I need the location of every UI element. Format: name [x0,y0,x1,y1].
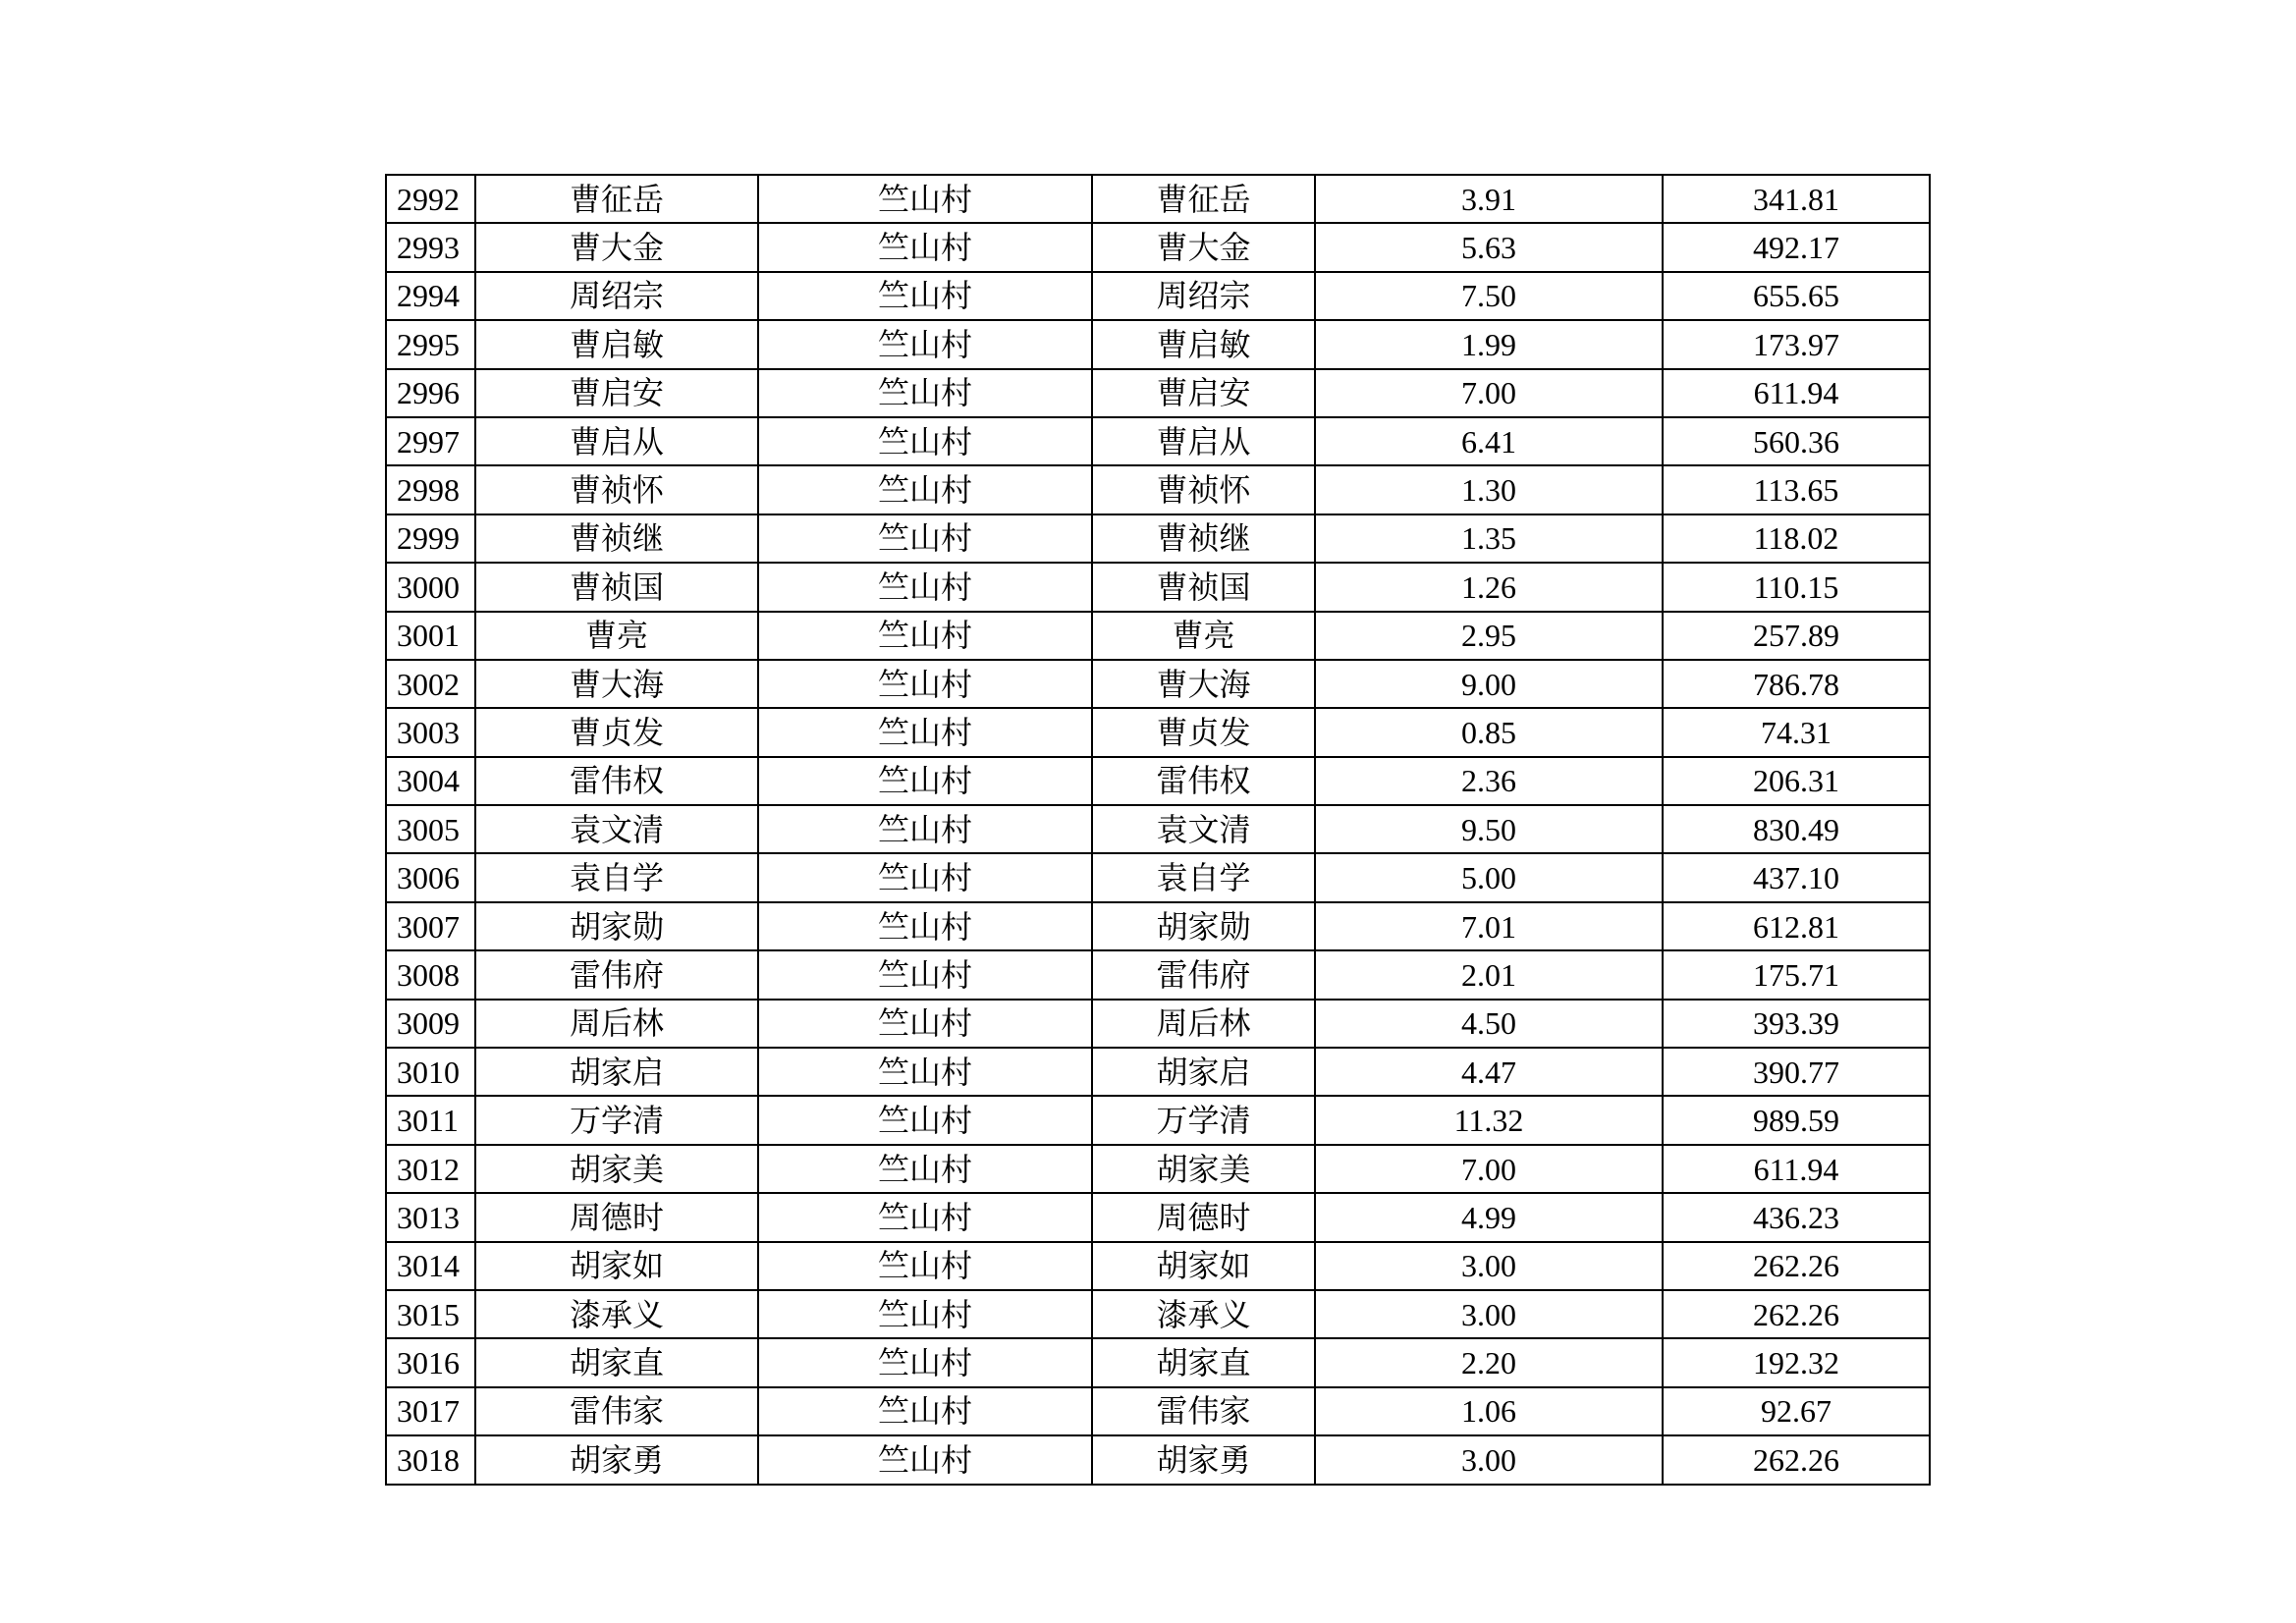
name-cell: 周德时 [475,1193,758,1241]
amount-cell: 989.59 [1663,1096,1930,1144]
table-row [386,1048,1930,1096]
name-cell: 曹大海 [475,660,758,708]
table-row [386,950,1930,999]
row-number-cell: 3003 [386,708,475,756]
table-row [386,757,1930,805]
row-number-cell: 3017 [386,1387,475,1435]
holder-name-cell: 雷伟府 [1092,950,1315,999]
holder-name-cell: 曹祯怀 [1092,465,1315,514]
name-cell: 曹启从 [475,417,758,465]
village-cell: 竺山村 [758,320,1092,368]
village-cell: 竺山村 [758,612,1092,660]
row-number-cell: 2998 [386,465,475,514]
name-cell: 雷伟府 [475,950,758,999]
village-cell: 竺山村 [758,1048,1092,1096]
name-cell: 曹大金 [475,223,758,271]
village-cell: 竺山村 [758,660,1092,708]
name-cell: 胡家直 [475,1338,758,1386]
village-cell: 竺山村 [758,369,1092,417]
holder-name-cell: 胡家美 [1092,1145,1315,1193]
holder-name-cell: 袁文清 [1092,805,1315,853]
holder-name-cell: 胡家启 [1092,1048,1315,1096]
area-cell: 1.35 [1315,514,1663,563]
row-number-cell: 3000 [386,563,475,611]
name-cell: 漆承义 [475,1290,758,1338]
table-row [386,272,1930,320]
area-cell: 7.01 [1315,902,1663,950]
row-number-cell: 3015 [386,1290,475,1338]
table-row [386,1193,1930,1241]
name-cell: 胡家美 [475,1145,758,1193]
name-cell: 周绍宗 [475,272,758,320]
holder-name-cell: 胡家勇 [1092,1435,1315,1484]
name-cell: 曹祯继 [475,514,758,563]
area-cell: 2.36 [1315,757,1663,805]
holder-name-cell: 漆承义 [1092,1290,1315,1338]
amount-cell: 110.15 [1663,563,1930,611]
row-number-cell: 2995 [386,320,475,368]
holder-name-cell: 曹启安 [1092,369,1315,417]
table-row [386,175,1930,223]
village-cell: 竺山村 [758,902,1092,950]
table-row [386,660,1930,708]
row-number-cell: 3010 [386,1048,475,1096]
name-cell: 曹启安 [475,369,758,417]
holder-name-cell: 曹大海 [1092,660,1315,708]
amount-cell: 175.71 [1663,950,1930,999]
amount-cell: 437.10 [1663,853,1930,901]
village-cell: 竺山村 [758,1193,1092,1241]
amount-cell: 560.36 [1663,417,1930,465]
row-number-cell: 2992 [386,175,475,223]
holder-name-cell: 曹启敏 [1092,320,1315,368]
holder-name-cell: 曹大金 [1092,223,1315,271]
table-row [386,417,1930,465]
area-cell: 3.00 [1315,1435,1663,1484]
area-cell: 4.47 [1315,1048,1663,1096]
holder-name-cell: 曹贞发 [1092,708,1315,756]
area-cell: 1.30 [1315,465,1663,514]
table-row [386,612,1930,660]
row-number-cell: 2993 [386,223,475,271]
amount-cell: 173.97 [1663,320,1930,368]
table-row [386,853,1930,901]
holder-name-cell: 周德时 [1092,1193,1315,1241]
amount-cell: 118.02 [1663,514,1930,563]
area-cell: 1.26 [1315,563,1663,611]
name-cell: 雷伟权 [475,757,758,805]
amount-cell: 206.31 [1663,757,1930,805]
table-row [386,1387,1930,1435]
table-row [386,320,1930,368]
table-row [386,1096,1930,1144]
name-cell: 曹祯国 [475,563,758,611]
amount-cell: 655.65 [1663,272,1930,320]
table-row [386,465,1930,514]
name-cell: 袁自学 [475,853,758,901]
area-cell: 4.50 [1315,1000,1663,1048]
holder-name-cell: 曹启从 [1092,417,1315,465]
village-cell: 竺山村 [758,272,1092,320]
village-cell: 竺山村 [758,223,1092,271]
area-cell: 4.99 [1315,1193,1663,1241]
name-cell: 胡家勇 [475,1435,758,1484]
area-cell: 1.99 [1315,320,1663,368]
row-number-cell: 3012 [386,1145,475,1193]
row-number-cell: 3018 [386,1435,475,1484]
area-cell: 7.00 [1315,369,1663,417]
amount-cell: 611.94 [1663,369,1930,417]
amount-cell: 262.26 [1663,1435,1930,1484]
table-row [386,223,1930,271]
name-cell: 曹亮 [475,612,758,660]
row-number-cell: 3005 [386,805,475,853]
row-number-cell: 3006 [386,853,475,901]
village-cell: 竺山村 [758,1435,1092,1484]
area-cell: 5.00 [1315,853,1663,901]
area-cell: 6.41 [1315,417,1663,465]
row-number-cell: 2996 [386,369,475,417]
village-cell: 竺山村 [758,805,1092,853]
area-cell: 2.95 [1315,612,1663,660]
village-cell: 竺山村 [758,175,1092,223]
area-cell: 9.50 [1315,805,1663,853]
name-cell: 胡家勋 [475,902,758,950]
table-row [386,902,1930,950]
table-row [386,1338,1930,1386]
area-cell: 3.91 [1315,175,1663,223]
area-cell: 5.63 [1315,223,1663,271]
village-cell: 竺山村 [758,1290,1092,1338]
row-number-cell: 3001 [386,612,475,660]
area-cell: 2.20 [1315,1338,1663,1386]
amount-cell: 612.81 [1663,902,1930,950]
village-cell: 竺山村 [758,1387,1092,1435]
amount-cell: 786.78 [1663,660,1930,708]
amount-cell: 393.39 [1663,1000,1930,1048]
row-number-cell: 3004 [386,757,475,805]
village-cell: 竺山村 [758,1242,1092,1290]
amount-cell: 113.65 [1663,465,1930,514]
table-row [386,1290,1930,1338]
name-cell: 万学清 [475,1096,758,1144]
row-number-cell: 3014 [386,1242,475,1290]
village-cell: 竺山村 [758,1145,1092,1193]
village-cell: 竺山村 [758,1000,1092,1048]
amount-cell: 92.67 [1663,1387,1930,1435]
area-cell: 7.50 [1315,272,1663,320]
area-cell: 0.85 [1315,708,1663,756]
row-number-cell: 2997 [386,417,475,465]
holder-name-cell: 周后林 [1092,1000,1315,1048]
amount-cell: 341.81 [1663,175,1930,223]
holder-name-cell: 雷伟权 [1092,757,1315,805]
village-cell: 竺山村 [758,563,1092,611]
row-number-cell: 2994 [386,272,475,320]
row-number-cell: 2999 [386,514,475,563]
amount-cell: 257.89 [1663,612,1930,660]
name-cell: 曹贞发 [475,708,758,756]
table-body [386,175,1930,1485]
area-cell: 11.32 [1315,1096,1663,1144]
holder-name-cell: 曹祯国 [1092,563,1315,611]
amount-cell: 611.94 [1663,1145,1930,1193]
table-row [386,563,1930,611]
area-cell: 3.00 [1315,1242,1663,1290]
row-number-cell: 3002 [386,660,475,708]
table-row [386,708,1930,756]
area-cell: 7.00 [1315,1145,1663,1193]
name-cell: 胡家如 [475,1242,758,1290]
table-row [386,1145,1930,1193]
area-cell: 1.06 [1315,1387,1663,1435]
amount-cell: 262.26 [1663,1290,1930,1338]
amount-cell: 262.26 [1663,1242,1930,1290]
table-row [386,1435,1930,1484]
holder-name-cell: 胡家如 [1092,1242,1315,1290]
row-number-cell: 3008 [386,950,475,999]
table-row [386,1000,1930,1048]
village-cell: 竺山村 [758,853,1092,901]
name-cell: 曹征岳 [475,175,758,223]
village-cell: 竺山村 [758,1096,1092,1144]
name-cell: 周后林 [475,1000,758,1048]
village-cell: 竺山村 [758,417,1092,465]
village-cell: 竺山村 [758,1338,1092,1386]
amount-cell: 436.23 [1663,1193,1930,1241]
holder-name-cell: 胡家直 [1092,1338,1315,1386]
holder-name-cell: 周绍宗 [1092,272,1315,320]
name-cell: 雷伟家 [475,1387,758,1435]
row-number-cell: 3016 [386,1338,475,1386]
row-number-cell: 3013 [386,1193,475,1241]
table-row [386,514,1930,563]
area-cell: 9.00 [1315,660,1663,708]
row-number-cell: 3011 [386,1096,475,1144]
village-cell: 竺山村 [758,757,1092,805]
holder-name-cell: 袁自学 [1092,853,1315,901]
village-cell: 竺山村 [758,950,1092,999]
name-cell: 曹启敏 [475,320,758,368]
amount-cell: 192.32 [1663,1338,1930,1386]
amount-cell: 390.77 [1663,1048,1930,1096]
row-number-cell: 3009 [386,1000,475,1048]
name-cell: 曹祯怀 [475,465,758,514]
holder-name-cell: 胡家勋 [1092,902,1315,950]
holder-name-cell: 曹征岳 [1092,175,1315,223]
area-cell: 3.00 [1315,1290,1663,1338]
table-row [386,1242,1930,1290]
row-number-cell: 3007 [386,902,475,950]
amount-cell: 74.31 [1663,708,1930,756]
holder-name-cell: 万学清 [1092,1096,1315,1144]
village-cell: 竺山村 [758,514,1092,563]
holder-name-cell: 曹祯继 [1092,514,1315,563]
village-cell: 竺山村 [758,708,1092,756]
area-cell: 2.01 [1315,950,1663,999]
name-cell: 袁文清 [475,805,758,853]
data-table [385,174,1931,1486]
holder-name-cell: 曹亮 [1092,612,1315,660]
table-row [386,369,1930,417]
table-row [386,805,1930,853]
holder-name-cell: 雷伟家 [1092,1387,1315,1435]
village-cell: 竺山村 [758,465,1092,514]
amount-cell: 830.49 [1663,805,1930,853]
amount-cell: 492.17 [1663,223,1930,271]
name-cell: 胡家启 [475,1048,758,1096]
